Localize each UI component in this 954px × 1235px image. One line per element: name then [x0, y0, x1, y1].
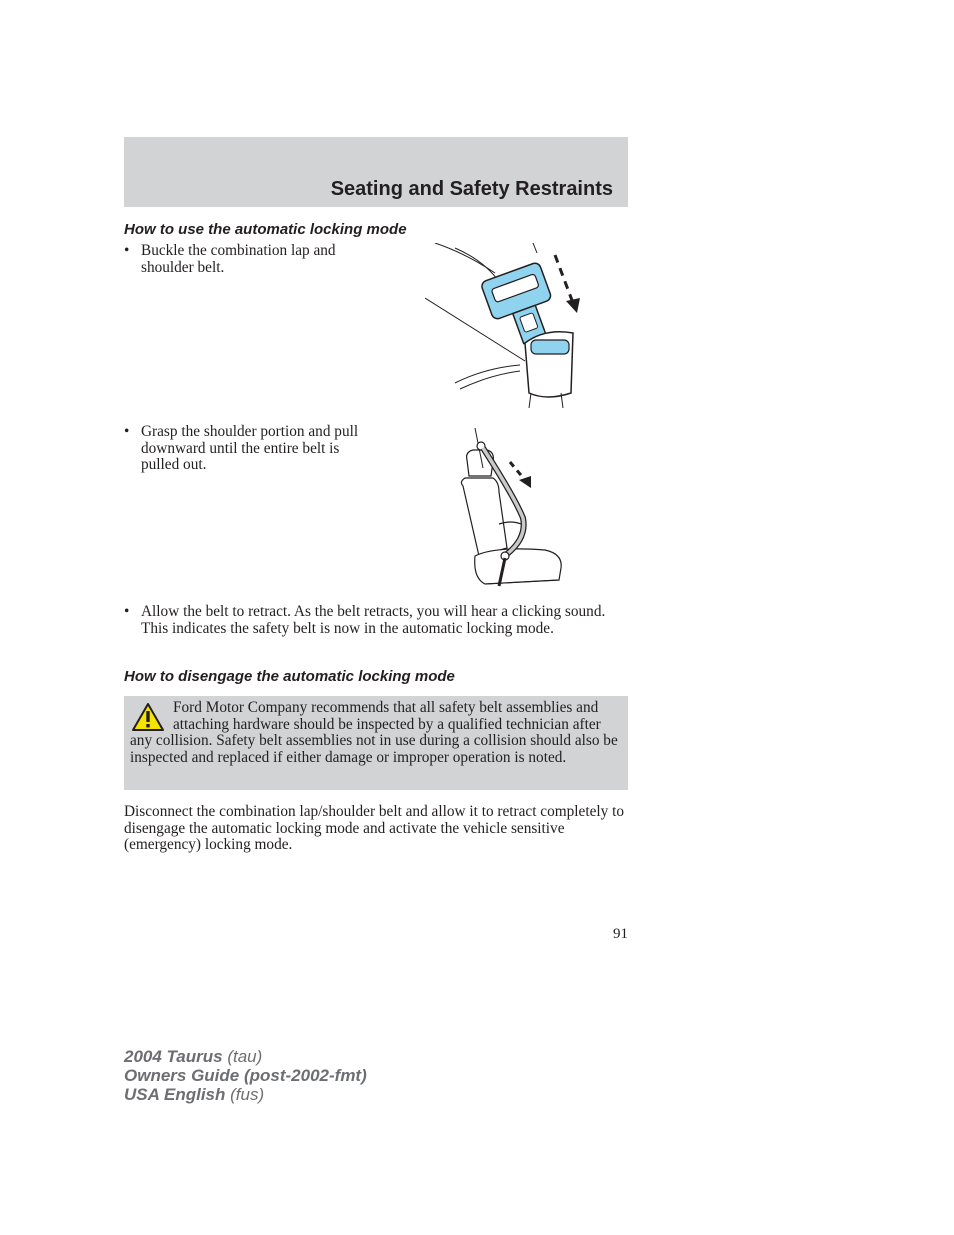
bullet-item-grasp: [124, 424, 374, 474]
warning-text: Ford Motor Company recommends that all safety belt assemblies and attaching hardware should be inspected by a qualified technician after any collision. Safety belt assemblies not in use during a collision should also be inspected and replaced if either damage or improper operation is noted.: [130, 699, 618, 766]
disengage-paragraph: Disconnect the combination lap/shoulder belt and allow it to retract completely to disengage the automatic locking mode and activate the vehicle sensitive (emergency) locking mode.: [124, 803, 624, 854]
buckle-illustration: [425, 243, 585, 411]
document-footer: [124, 1047, 367, 1104]
bullet-item-retract: [124, 604, 628, 637]
bullet-text: Grasp the shoulder portion and pull downward until the entire belt is pulled out.: [141, 423, 359, 474]
warning-text-block: [130, 700, 624, 766]
bullet-item-buckle: [124, 243, 374, 276]
footer-guide: Owners Guide (post-2002-fmt): [124, 1066, 367, 1085]
footer-language: USA English: [124, 1085, 226, 1104]
section-title: Seating and Safety Restraints: [330, 178, 613, 200]
bullet-dot: •: [124, 242, 130, 259]
footer-model-code: (tau): [227, 1047, 263, 1066]
bullet-text: Buckle the combination lap and shoulder belt.: [141, 242, 336, 276]
section-header-bar: [124, 137, 628, 207]
bullet-dot: •: [124, 603, 130, 620]
bullet-text: Allow the belt to retract. As the belt retracts, you will hear a clicking sound. This indicates the safety belt is now in the automatic locking mode.: [141, 603, 606, 637]
bullet-dot: •: [124, 423, 130, 440]
footer-language-code: (fus): [230, 1085, 265, 1104]
footer-model: 2004 Taurus: [124, 1047, 223, 1066]
seat-belt-illustration: [455, 428, 570, 590]
footer-line-3: [124, 1085, 367, 1104]
subheading-use-locking-mode: How to use the automatic locking mode: [124, 221, 407, 238]
footer-line-1: [124, 1047, 367, 1066]
footer-line-2: [124, 1066, 367, 1085]
page-number: 91: [613, 926, 628, 942]
subheading-disengage-locking-mode: How to disengage the automatic locking mode: [124, 668, 455, 685]
warning-box: [124, 696, 628, 790]
